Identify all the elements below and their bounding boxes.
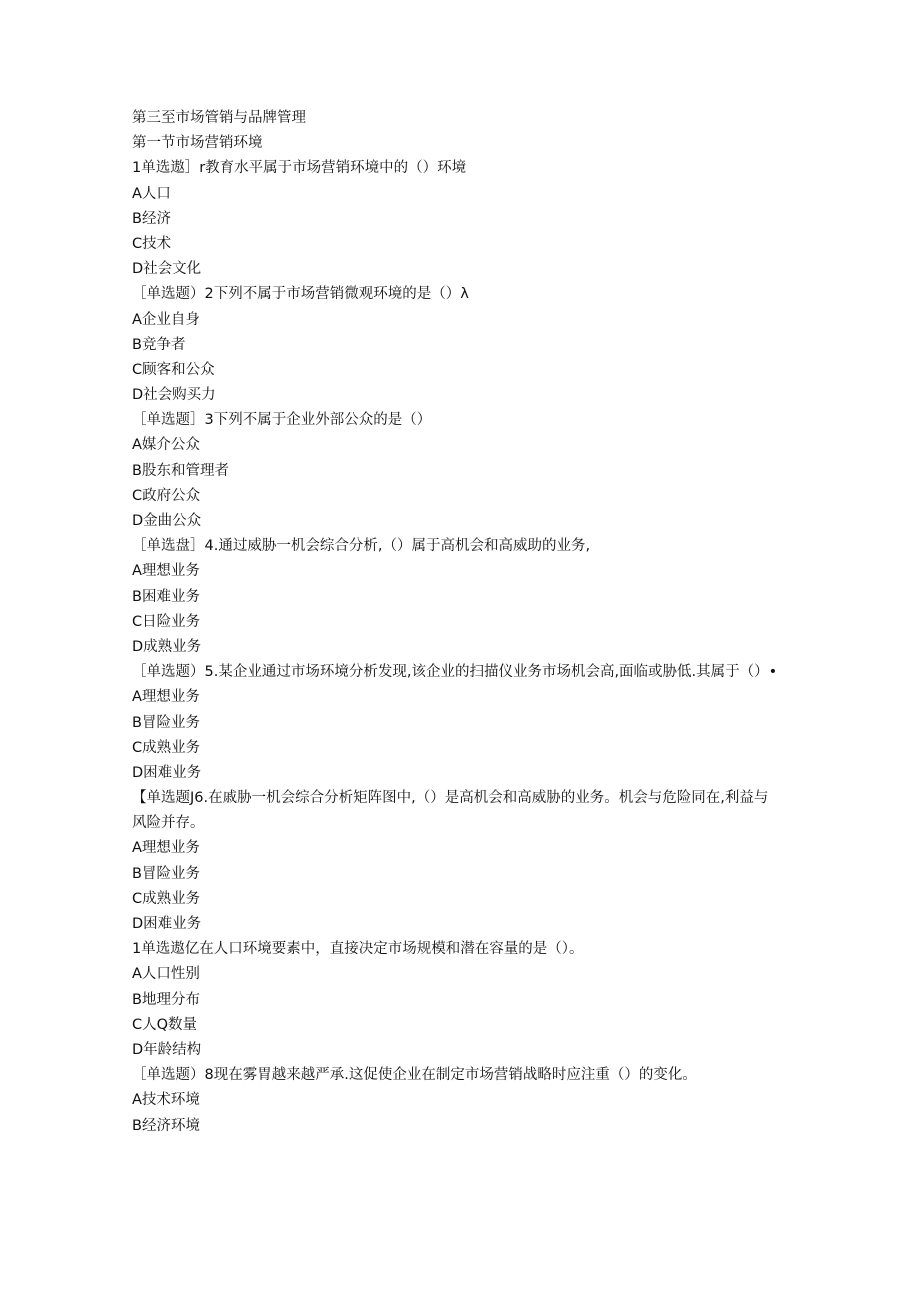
- option-a: A技术环境: [132, 1092, 200, 1109]
- option-b: B经济: [132, 210, 171, 227]
- option-b: B经济环境: [132, 1117, 200, 1134]
- option-a: A理想业务: [132, 563, 200, 580]
- option-c: C成熟业务: [132, 890, 201, 907]
- option-b: B股东和管理者: [132, 462, 229, 479]
- question-6: 【单选题J6.在戚胁一机会综合分析矩阵图中,（）是高机会和高威胁的业务。机会与危险同在,利益与风险并存。: [132, 790, 769, 832]
- option-c: C政府公众: [132, 487, 201, 504]
- option-d: D成熟业务: [132, 638, 202, 655]
- option-d: D年龄结构: [132, 1041, 202, 1058]
- chapter-title: 第三至市场管销与品牌管理: [132, 110, 306, 126]
- option-a: A人口: [132, 185, 171, 202]
- question-3: ［单选题］3下列不属于企业外部公众的是（）: [132, 412, 432, 429]
- option-b: B冒险业务: [132, 865, 200, 882]
- option-c: C人Q数量: [132, 1016, 198, 1033]
- section-title: 第一节市场营销环境: [132, 135, 263, 152]
- question-5: ［单选题）5.某企业通过市场环境分析发现,该企业的扫描仪业务市场机会高,面临或胁低.其属于（）•: [132, 664, 778, 681]
- option-b: B地理分布: [132, 991, 200, 1008]
- option-a: A企业自身: [132, 311, 200, 328]
- option-b: B冒险业务: [132, 714, 200, 731]
- option-d: D社会购买力: [132, 387, 216, 404]
- question-7: 1单选遨亿在人口环境要素中，直接决定市场规模和潜在容量的是（）。: [132, 941, 584, 958]
- question-8: ［单选题）8现在雾胃越来越严承.这促使企业在制定市场营销战略时应注重（）的变化。: [132, 1067, 697, 1084]
- option-c: C顾客和公众: [132, 361, 215, 378]
- option-a: A人口性别: [132, 966, 200, 983]
- option-d: D困难业务: [132, 916, 202, 933]
- option-c: C成熟业务: [132, 739, 201, 756]
- question-4: ［单选盘］4.通过威胁一机会综合分析,（）属于高机会和高威助的业务,: [132, 538, 591, 555]
- option-b: B困难业务: [132, 588, 200, 605]
- question-1: 1单选遨］r教育水平属于市场营销环境中的（）环境: [132, 160, 467, 177]
- option-a: A理想业务: [132, 840, 200, 857]
- document-content: [132, 106, 782, 1139]
- option-b: B竞争者: [132, 336, 186, 353]
- option-c: C技术: [132, 235, 172, 252]
- question-2: ［单选题）2下列不属于市场营销微观环境的是（）λ: [132, 286, 469, 303]
- option-d: D金曲公众: [132, 513, 202, 529]
- option-a: A媒介公众: [132, 437, 200, 454]
- option-d: D困难业务: [132, 764, 202, 781]
- option-d: D社会文化: [132, 261, 202, 278]
- option-a: A理想业务: [132, 689, 200, 706]
- option-c: C日险业务: [132, 613, 201, 630]
